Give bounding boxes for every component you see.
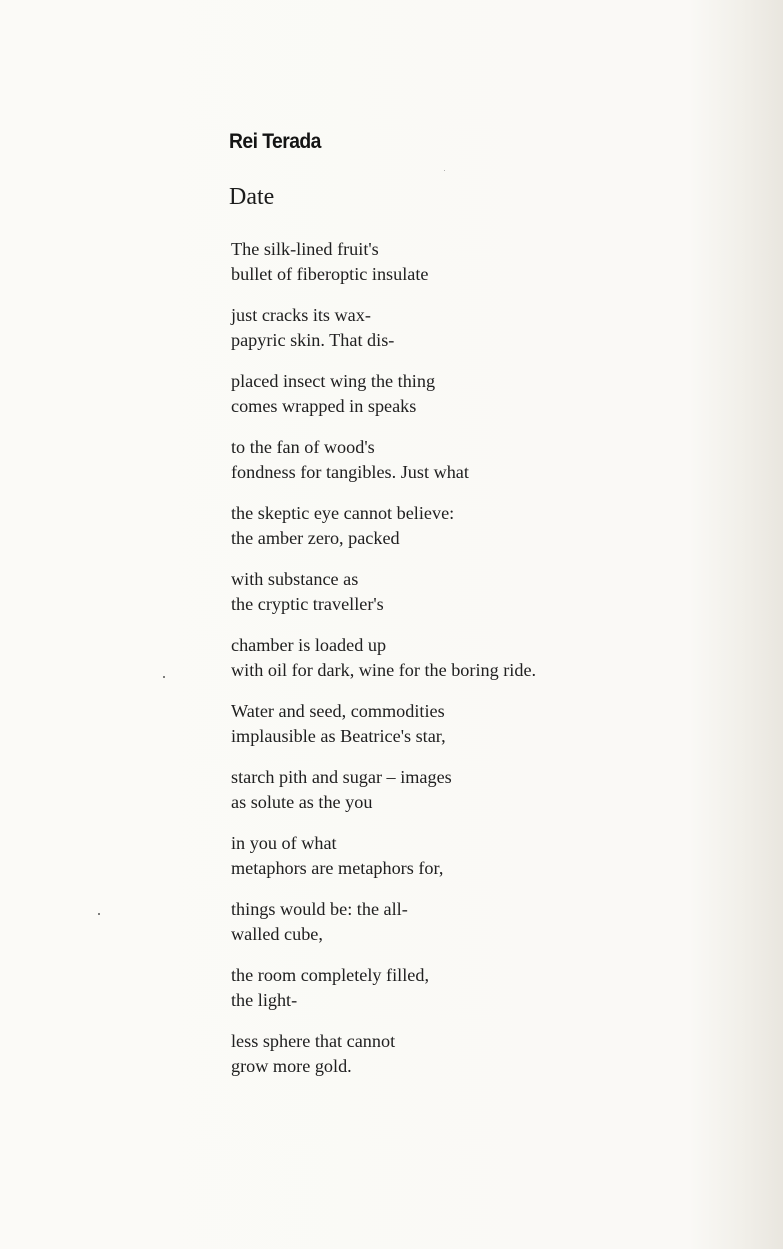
poem-line: with substance as: [231, 569, 359, 589]
poem-line: The silk-lined fruit's: [231, 239, 379, 259]
stanza: [231, 765, 701, 814]
paper-speck: [444, 170, 445, 171]
poem-body: [231, 237, 701, 1095]
poem-line: starch pith and sugar – images: [231, 767, 452, 787]
stanza: [231, 963, 701, 1012]
poem-line: the light-: [231, 989, 298, 1010]
poem-line: just cracks its wax-: [231, 305, 371, 325]
stanza: [231, 831, 701, 880]
poem-line: comes wrapped in speaks: [231, 395, 417, 416]
author-name: Rei Terada: [229, 130, 321, 153]
poem-line: the room completely filled,: [231, 965, 429, 985]
poem-line: with oil for dark, wine for the boring ride.: [231, 659, 537, 680]
poem-line: the cryptic traveller's: [231, 593, 384, 614]
poem-line: bullet of fiberoptic insulate: [231, 263, 429, 284]
stanza: [231, 369, 701, 418]
poem-title: Date: [229, 184, 275, 210]
poem-line: the skeptic eye cannot believe:: [231, 503, 455, 523]
poem-line: fondness for tangibles. Just what: [231, 461, 469, 482]
stanza: [231, 303, 701, 352]
poem-line: as solute as the you: [231, 791, 373, 812]
stanza: [231, 435, 701, 484]
poem-line: walled cube,: [231, 923, 323, 944]
poem-line: papyric skin. That dis-: [231, 329, 395, 350]
paper-speck: [98, 913, 100, 915]
poem-line: grow more gold.: [231, 1055, 352, 1076]
stanza: [231, 897, 701, 946]
stanza: [231, 1029, 701, 1078]
stanza: [231, 237, 701, 286]
stanza: [231, 567, 701, 616]
poem-line: implausible as Beatrice's star,: [231, 725, 446, 746]
poem-line: Water and seed, commodities: [231, 701, 445, 721]
poem-line: metaphors are metaphors for,: [231, 857, 444, 878]
stanza: [231, 633, 701, 682]
poem-line: the amber zero, packed: [231, 527, 400, 548]
paper-speck: [163, 676, 165, 678]
poem-line: to the fan of wood's: [231, 437, 375, 457]
poem-line: in you of what: [231, 833, 337, 853]
poem-line: things would be: the all-: [231, 899, 408, 919]
stanza: [231, 501, 701, 550]
poem-line: placed insect wing the thing: [231, 371, 436, 391]
stanza: [231, 699, 701, 748]
poem-line: less sphere that cannot: [231, 1031, 396, 1051]
poem-line: chamber is loaded up: [231, 635, 387, 655]
